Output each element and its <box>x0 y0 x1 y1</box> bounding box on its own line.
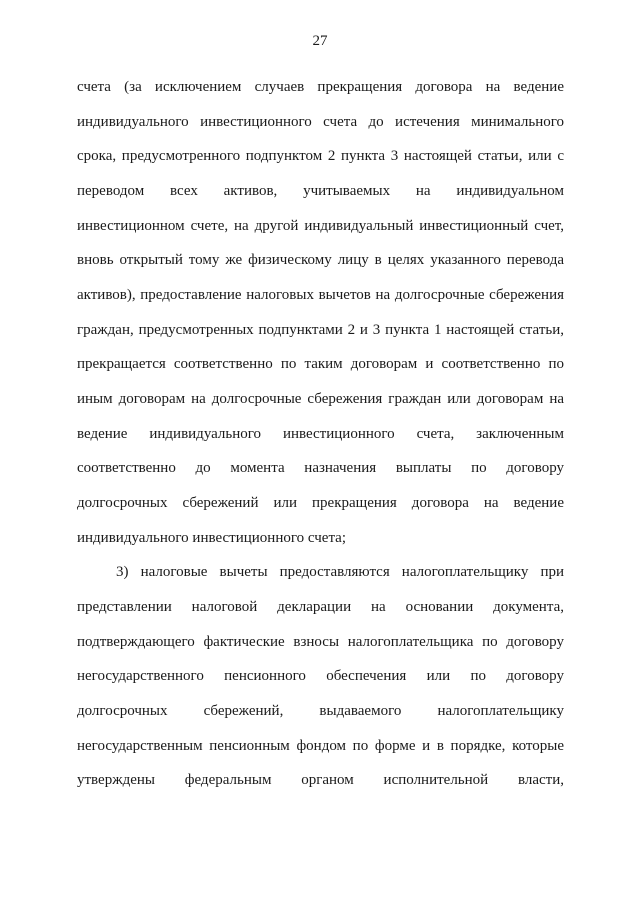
page-number: 27 <box>312 33 328 49</box>
text-line: утверждены федеральным органом исполнительной власти, <box>77 772 564 788</box>
text-line: иным договорам на долгосрочные сбережения граждан или договорам на <box>77 391 564 407</box>
text-line: долгосрочных сбережений, выдаваемого налогоплательщику <box>77 703 564 719</box>
text-line: вновь открытый тому же физическому лицу в целях указанного перевода <box>77 252 564 268</box>
text-line: активов), предоставление налоговых вычетов на долгосрочные сбережения <box>77 287 564 303</box>
text-line: подтверждающего фактические взносы налогоплательщика по договору <box>77 634 564 650</box>
text-line: негосударственного пенсионного обеспечения или по договору <box>77 668 564 684</box>
text-line: представлении налоговой декларации на основании документа, <box>77 599 564 615</box>
text-line: индивидуального инвестиционного счета до истечения минимального <box>77 114 564 130</box>
text-line: долгосрочных сбережений или прекращения договора на ведение <box>77 495 564 511</box>
text-line: ведение индивидуального инвестиционного счета, заключенным <box>77 426 564 442</box>
text-line: срока, предусмотренного подпунктом 2 пункта 3 настоящей статьи, или с <box>77 148 564 164</box>
text-line: прекращается соответственно по таким договорам и соответственно по <box>77 356 564 372</box>
text-line: переводом всех активов, учитываемых на индивидуальном <box>77 183 564 199</box>
text-line: негосударственным пенсионным фондом по форме и в порядке, которые <box>77 738 564 754</box>
text-line: 3) налоговые вычеты предоставляются налогоплательщику при <box>116 564 564 580</box>
text-line: счета (за исключением случаев прекращения договора на ведение <box>77 79 564 95</box>
text-line: соответственно до момента назначения выплаты по договору <box>77 460 564 476</box>
text-line: инвестиционном счете, на другой индивидуальный инвестиционный счет, <box>77 218 564 234</box>
text-line: индивидуального инвестиционного счета; <box>77 530 347 546</box>
text-line: граждан, предусмотренных подпунктами 2 и 3 пункта 1 настоящей статьи, <box>77 322 564 338</box>
